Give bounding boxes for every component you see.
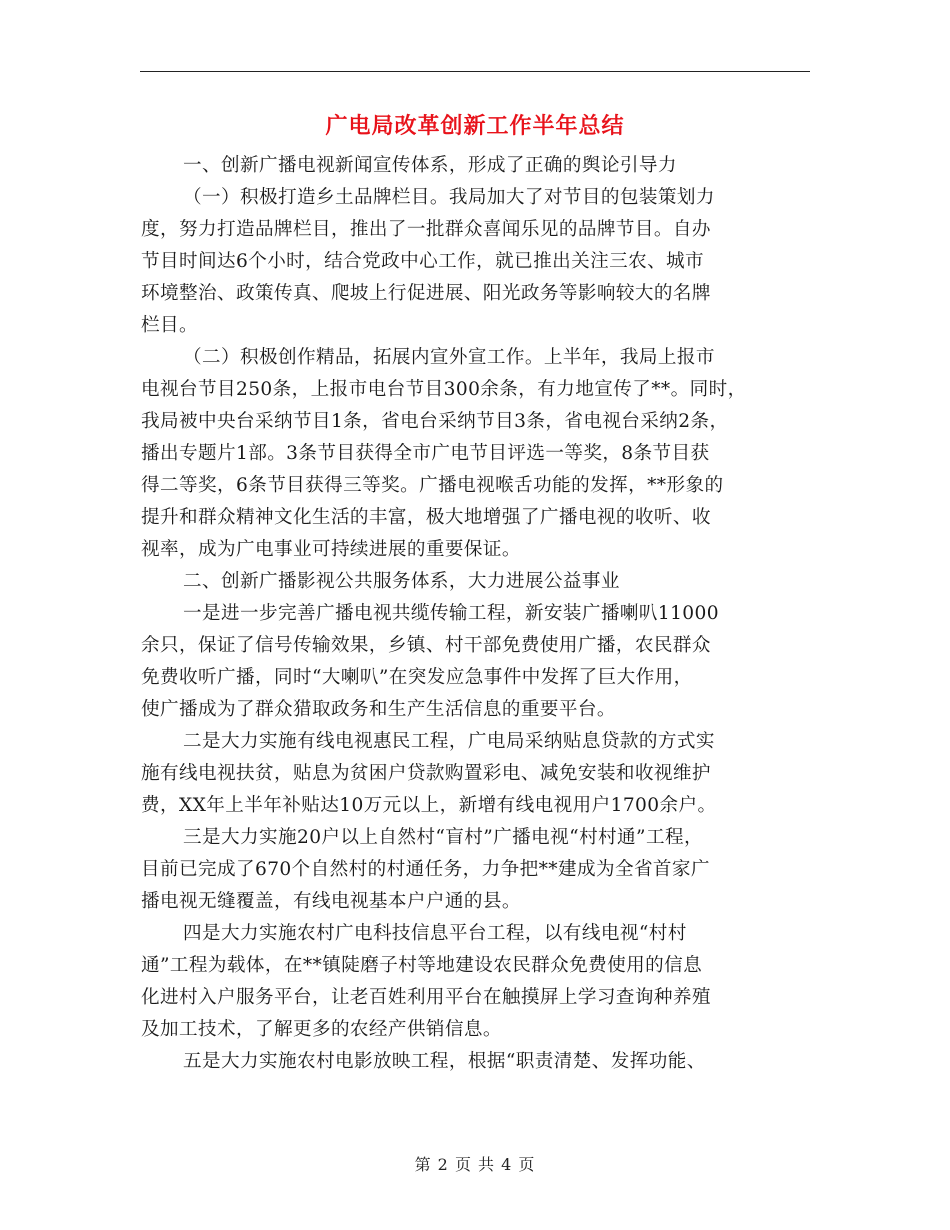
text-line: 栏目。: [141, 315, 198, 336]
text-line: 通”工程为载体，在**镇陡磨子村等地建设农民群众免费使用的信息: [141, 955, 703, 976]
page-footer: 第 2 页 共 4 页: [414, 1155, 536, 1174]
text-line: 余只，保证了信号传输效果，乡镇、村干部免费使用广播，农民群众: [141, 635, 711, 656]
text-line: 及加工技术，了解更多的农经产供销信息。: [141, 1019, 502, 1040]
text-line: 我局被中央台采纳节目1条，省电台采纳节目3条，省电视台采纳2条，: [141, 411, 729, 432]
text-line: 费，XX年上半年补贴达10万元以上，新增有线电视用户1700余户。: [141, 795, 717, 816]
text-line: 目前已完成了670个自然村的村通任务，力争把**建成为全省首家广: [141, 859, 710, 880]
text-line: 三是大力实施20户以上自然村“盲村”广播电视“村村通”工程，: [183, 827, 703, 848]
text-line: 四是大力实施农村广电科技信息平台工程，以有线电视“村村: [183, 923, 687, 944]
text-line: 得二等奖，6条节目获得三等奖。广播电视喉舌功能的发挥，**形象的: [141, 475, 724, 496]
text-line: 节目时间达6个小时，结合党政中心工作，就已推出关注三农、城市: [141, 251, 705, 272]
text-line: （一）积极打造乡土品牌栏目。我局加大了对节目的包装策划力: [183, 187, 715, 208]
text-line: 播电视无缝覆盖，有线电视基本户户通的县。: [141, 891, 521, 912]
document-body: [141, 150, 831, 1078]
text-line: 化进村入户服务平台，让老百姓利用平台在触摸屏上学习查询种养殖: [141, 987, 711, 1008]
text-line: 免费收听广播，同时“大喇叭”在突发应急事件中发挥了巨大作用，: [141, 667, 693, 688]
text-line: 五是大力实施农村电影放映工程，根据“职责清楚、发挥功能、: [183, 1051, 706, 1072]
text-line: 环境整治、政策传真、爬坡上行促进展、阳光政务等影响较大的名牌: [141, 283, 711, 304]
text-line: 播出专题片1部。3条节目获得全市广电节目评选一等奖，8条节目获: [141, 443, 710, 464]
document-title: 广电局改革创新工作半年总结: [325, 113, 625, 139]
header-rule: [140, 71, 810, 72]
text-line: 提升和群众精神文化生活的丰富，极大地增强了广播电视的收听、收: [141, 507, 711, 528]
text-line: 电视台节目250条，上报市电台节目300余条，有力地宣传了**。同时，: [141, 379, 747, 400]
text-line: 度，努力打造品牌栏目，推出了一批群众喜闻乐见的品牌节目。自办: [141, 219, 711, 240]
text-line: 视率，成为广电事业可持续进展的重要保证。: [141, 539, 521, 560]
text-line: 施有线电视扶贫，贴息为贫困户贷款购置彩电、减免安装和收视维护: [141, 763, 711, 784]
text-line: 二、创新广播影视公共服务体系，大力进展公益事业: [183, 571, 620, 592]
text-line: （二）积极创作精品，拓展内宣外宣工作。上半年，我局上报市: [183, 347, 715, 368]
text-line: 二是大力实施有线电视惠民工程，广电局采纳贴息贷款的方式实: [183, 731, 715, 752]
text-line: 一是进一步完善广播电视共缆传输工程，新安装广播喇叭11000: [183, 603, 719, 624]
text-line: 使广播成为了群众猎取政务和生产生活信息的重要平台。: [141, 699, 616, 720]
text-line: 一、创新广播电视新闻宣传体系，形成了正确的舆论引导力: [183, 155, 677, 176]
